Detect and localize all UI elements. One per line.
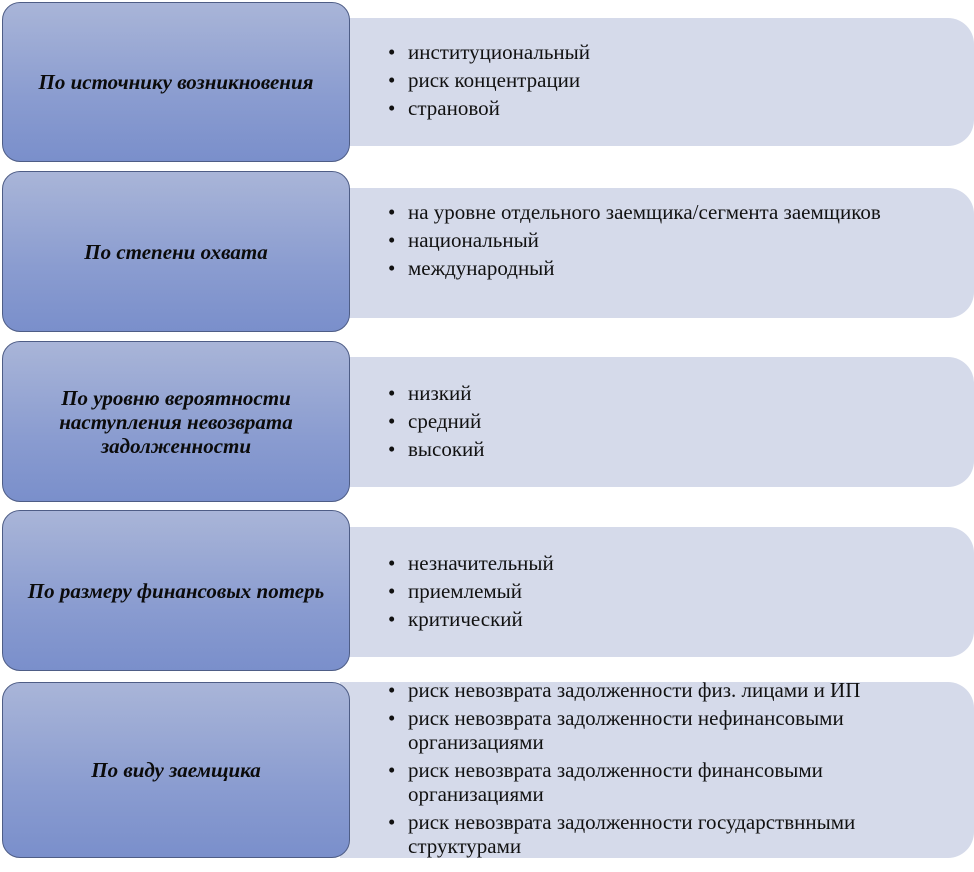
list-item: • высокий xyxy=(388,437,944,461)
list-item: • риск невозврата задолженности физ. лицами и ИП xyxy=(388,678,944,702)
items-panel xyxy=(340,357,974,487)
list-item: • риск концентрации xyxy=(388,68,944,92)
items-list xyxy=(388,381,944,465)
list-item: • национальный xyxy=(388,228,944,252)
list-item: • низкий xyxy=(388,381,944,405)
list-item: • на уровне отдельного заемщика/сегмента заемщиков xyxy=(388,200,944,224)
items-panel xyxy=(340,18,974,146)
category-box xyxy=(2,682,350,858)
category-box xyxy=(2,171,350,332)
list-item: • страновой xyxy=(388,96,944,120)
category-title: По размеру финансовых потерь xyxy=(27,578,325,603)
items-list xyxy=(388,551,944,635)
items-panel xyxy=(340,678,974,858)
list-item: • критический xyxy=(388,607,944,631)
list-item: • риск невозврата задолженности финансовыми организациями xyxy=(388,758,944,806)
items-list xyxy=(388,40,944,124)
category-box xyxy=(2,2,350,162)
list-item: • риск невозврата задолженности нефинансовыми организациями xyxy=(388,706,944,754)
list-item: • международный xyxy=(388,256,944,280)
list-item: • незначительный xyxy=(388,551,944,575)
items-panel xyxy=(340,527,974,657)
category-title: По степени охвата xyxy=(84,239,268,264)
list-item: • институциональный xyxy=(388,40,944,64)
list-item: • приемлемый xyxy=(388,579,944,603)
category-box xyxy=(2,510,350,671)
list-item: • риск невозврата задолженности государствнными структурами xyxy=(388,810,944,858)
items-panel xyxy=(340,188,974,318)
items-list xyxy=(388,678,944,862)
category-box xyxy=(2,341,350,502)
items-list xyxy=(388,200,944,284)
list-item: • средний xyxy=(388,409,944,433)
category-title: По источнику возникновения xyxy=(38,70,314,94)
category-title: По виду заемщика xyxy=(91,758,261,782)
category-title: По уровню вероятности наступления невозврата задолженности xyxy=(59,385,293,458)
